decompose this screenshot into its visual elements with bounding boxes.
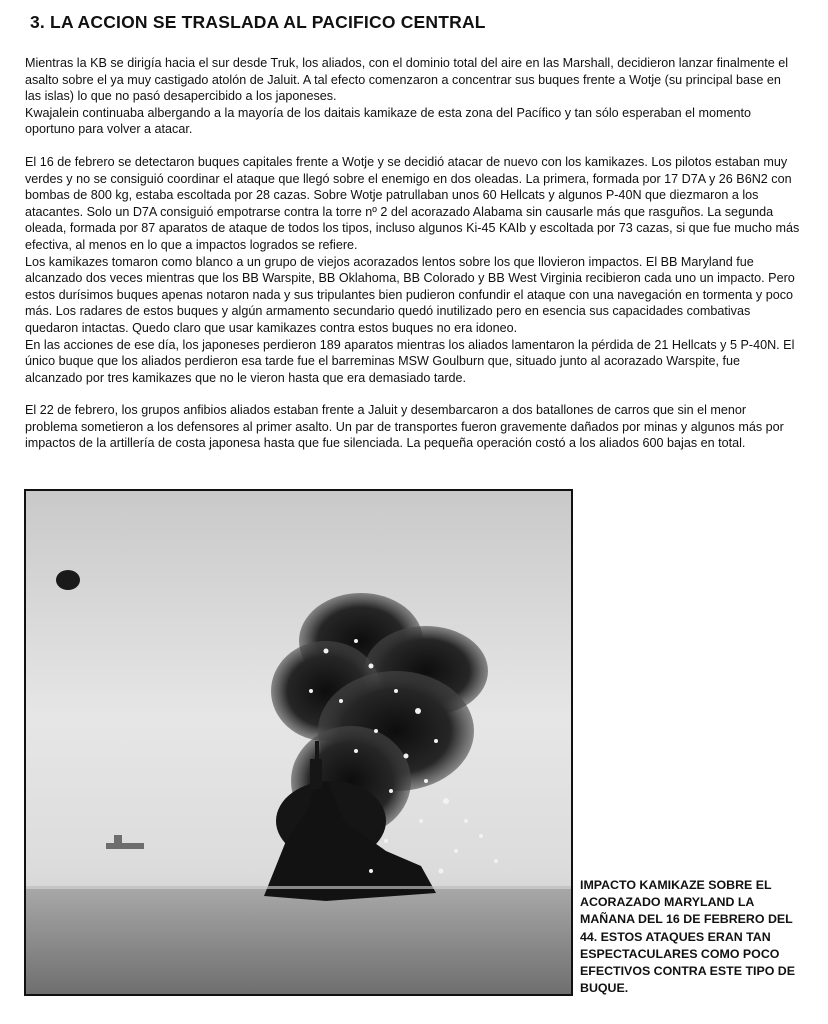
aircraft-silhouette <box>56 570 80 590</box>
paragraph: Los kamikazes tomaron como blanco a un grupo de viejos acorazados lentos sobre los que llovieron impactos. El BB Maryland fue alcanzado dos veces mientras que los BB Warspite, BB Oklahoma, BB Colorado y BB West Virginia recibieron cada uno un impacto. Pero estos durísimos buques apenas notaron nada y sus tripulantes bien pudieron confundir el ataque con una navegación en tormenta y poco más. Los radares de estos buques y algún armamento secundario quedó inutilizado pero en esencia sus capacidades combativas quedaron intactas. Quedo claro que usar kamikazes contra estos buques no era idoneo. <box>25 254 795 335</box>
page-title: 3. LA ACCION SE TRASLADA AL PACIFICO CENTRAL <box>30 12 486 32</box>
paragraph: En las acciones de ese día, los japoneses perdieron 189 aparatos mientras los aliados lamentaron la pérdida de 21 Hellcats y 5 P-40N. El único buque que los aliados perdieron esa tarde fue el barreminas MSW Goulburn que, situado junto al acorazado Warspite, fue alcanzado por tres kamikazes que no le vieron hasta que era demasiado tarde. <box>25 337 795 385</box>
paragraph: Mientras la KB se dirigía hacia el sur desde Truk, los aliados, con el dominio total del aire en las Marshall, decidieron lanzar finalmente el asalto sobre el ya muy castigado atolón de Jaluit. A tal efecto comenzaron a concentrar sus buques frente a Wotje (su principal base en las islas) lo que no pasó desapercibido a los japoneses. <box>25 56 789 104</box>
paragraph: Kwajalein continuaba albergando a la mayoría de los daitais kamikaze de esta zona del Pacífico y tan sólo esperaban el momento oportuno para volver a atacar. <box>25 105 751 137</box>
sea <box>26 886 571 994</box>
paragraph-gap <box>25 386 800 402</box>
photo-illustration <box>26 491 571 994</box>
article-body <box>25 55 800 452</box>
distant-ship-mast <box>114 835 122 844</box>
paragraph: El 22 de febrero, los grupos anfibios aliados estaban frente a Jaluit y desembarcaron a dos batallones de carros que sin el menor problema sometieron a los defensores al primer asalto. Un par de transportes fueron gravemente dañados por minas y algunos más por impactos de la artillería de costa japonesa hasta que fue silenciada. La pequeña operación costó a los aliados 600 bajas en total. <box>25 403 784 451</box>
paragraph: El 16 de febrero se detectaron buques capitales frente a Wotje y se decidió atacar de nuevo con los kamikazes. Los pilotos estaban muy verdes y no se consiguió coordinar el ataque que llegó sobre el enemigo en dos oleadas. La primera, formada por 17 D7A y 26 B6N2 con bombas de 800 kg, estaba escoltada por 28 cazas. Sobre Wotje patrullaban unos 60 Hellcats y algunos P-40N que diezmaron a los atacantes. Solo un D7A consiguió empotrarse contra la torre nº 2 del acorazado Alabama sin causarle más que rasguños. La segunda oleada, formada por 87 aparatos de ataque de todos los tipos, incluso algunos Ki-45 KAIb y escoltada por 73 cazas, si que fue mucho más efectiva, al menos en lo que a impactos logrados se refiere. <box>25 154 800 252</box>
horizon-line <box>26 886 571 889</box>
photo-caption: IMPACTO KAMIKAZE SOBRE EL ACORAZADO MARYLAND LA MAÑANA DEL 16 DE FEBRERO DEL 44. ESTOS ATAQUES ERAN TAN ESPECTACULARES COMO POCO EFECTIVOS CONTRA ESTE TIPO DE BUQUE. <box>580 878 796 996</box>
kamikaze-impact-photo <box>24 489 573 996</box>
distant-ship <box>106 843 144 849</box>
paragraph-gap <box>25 138 800 154</box>
